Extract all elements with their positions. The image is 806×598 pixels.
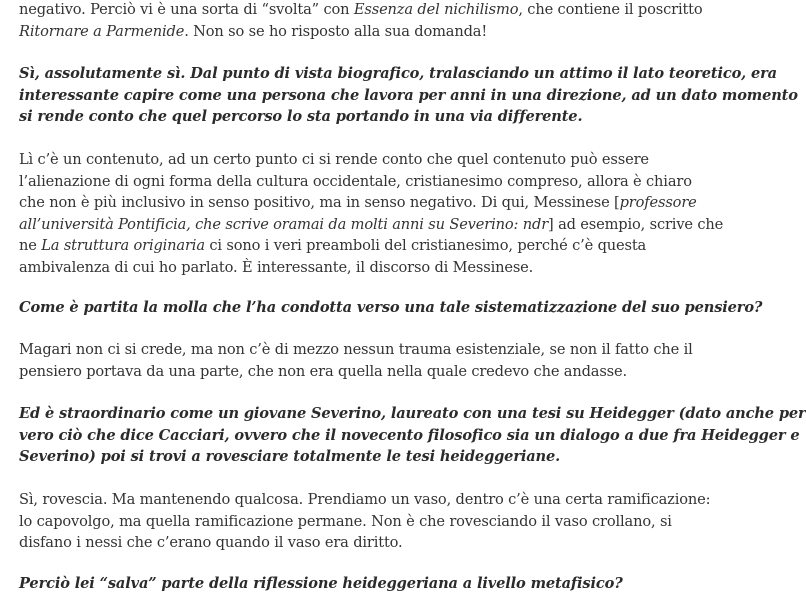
question-paragraph-4	[19, 573, 709, 595]
text-line	[19, 214, 724, 236]
book-title: Ritornare a Parmenide	[19, 22, 185, 40]
text-line: Severino) poi si trovi a rovesciare totalmente le tesi heideggeriane.	[19, 448, 561, 465]
text-segment: , che contiene il poscritto	[518, 1, 703, 18]
text-line: Come è partita la molla che l’ha condotta verso una tale sistematizzazione del suo pensiero?	[19, 299, 763, 316]
text-line	[19, 192, 709, 214]
text-line	[19, 235, 709, 257]
book-title: Essenza del nichilismo	[353, 1, 519, 18]
text-line: pensiero portava da una parte, che non era quella nella quale credevo che andasse.	[19, 362, 627, 380]
text-line: Sì, assolutamente sì. Dal punto di vista biografico, tralasciando un attimo il lato teoretico, era	[19, 65, 777, 82]
text-segment: ] ad esempio, scrive che	[548, 215, 724, 233]
text-line: si rende conto che quel percorso lo sta portando in una via differente.	[19, 108, 583, 125]
text-line	[19, 0, 709, 21]
text-line: Perciò lei “salva” parte della riflessione heideggeriana a livello metafisico?	[19, 575, 623, 592]
text-segment: ci sono i veri preamboli del cristianesimo, perché c’è questa	[204, 237, 647, 254]
book-title: La struttura originaria	[41, 237, 205, 254]
text-line: vero ciò che dice Cacciari, ovvero che il novecento filosofico sia un dialogo a due fra Heidegger e	[19, 426, 800, 444]
answer-paragraph-3	[19, 339, 709, 382]
answer-paragraph-2	[19, 149, 724, 278]
editor-note: professore	[619, 194, 697, 211]
text-line: Magari non ci si crede, ma non c’è di mezzo nessun trauma esistenziale, se non il fatto che il	[19, 341, 693, 358]
text-line	[19, 21, 709, 43]
text-segment: che non è più inclusivo in senso positivo, ma in senso negativo. Di qui, Messinese [	[19, 194, 620, 211]
text-line: ambivalenza di cui ho parlato. È interessante, il discorso di Messinese.	[19, 258, 534, 276]
text-segment: negativo. Perciò vi è una sorta di “svolta” con	[19, 1, 354, 18]
text-line: interessante capire come una persona che lavora per anni in una direzione, ad un dato momento	[19, 86, 798, 104]
question-paragraph-1	[19, 63, 798, 128]
text-line: Lì c’è un contenuto, ad un certo punto ci si rende conto che quel contenuto può essere	[19, 151, 649, 168]
text-line: lo capovolgo, ma quella ramificazione permane. Non è che rovesciando il vaso crollano, si	[19, 512, 672, 530]
text-line: Sì, rovescia. Ma mantenendo qualcosa. Prendiamo un vaso, dentro c’è una certa ramificazione:	[19, 491, 711, 508]
question-paragraph-3	[19, 403, 806, 468]
question-paragraph-2	[19, 297, 763, 319]
text-segment: ne	[19, 237, 42, 254]
text-line: Ed è straordinario come un giovane Severino, laureato con una tesi su Heidegger (dato anche per	[19, 405, 806, 422]
editor-note: all’università Pontificia, che scrive oramai da molti anni su Severino: ndr	[19, 215, 549, 233]
answer-paragraph-4	[19, 489, 709, 554]
text-segment: . Non so se ho risposto alla sua domanda!	[184, 22, 488, 40]
text-line: disfano i nessi che c’erano quando il vaso era diritto.	[19, 534, 403, 551]
text-line: l’alienazione di ogni forma della cultura occidentale, cristianesimo compreso, allora è chiaro	[19, 172, 692, 190]
answer-paragraph-1	[19, 0, 709, 42]
